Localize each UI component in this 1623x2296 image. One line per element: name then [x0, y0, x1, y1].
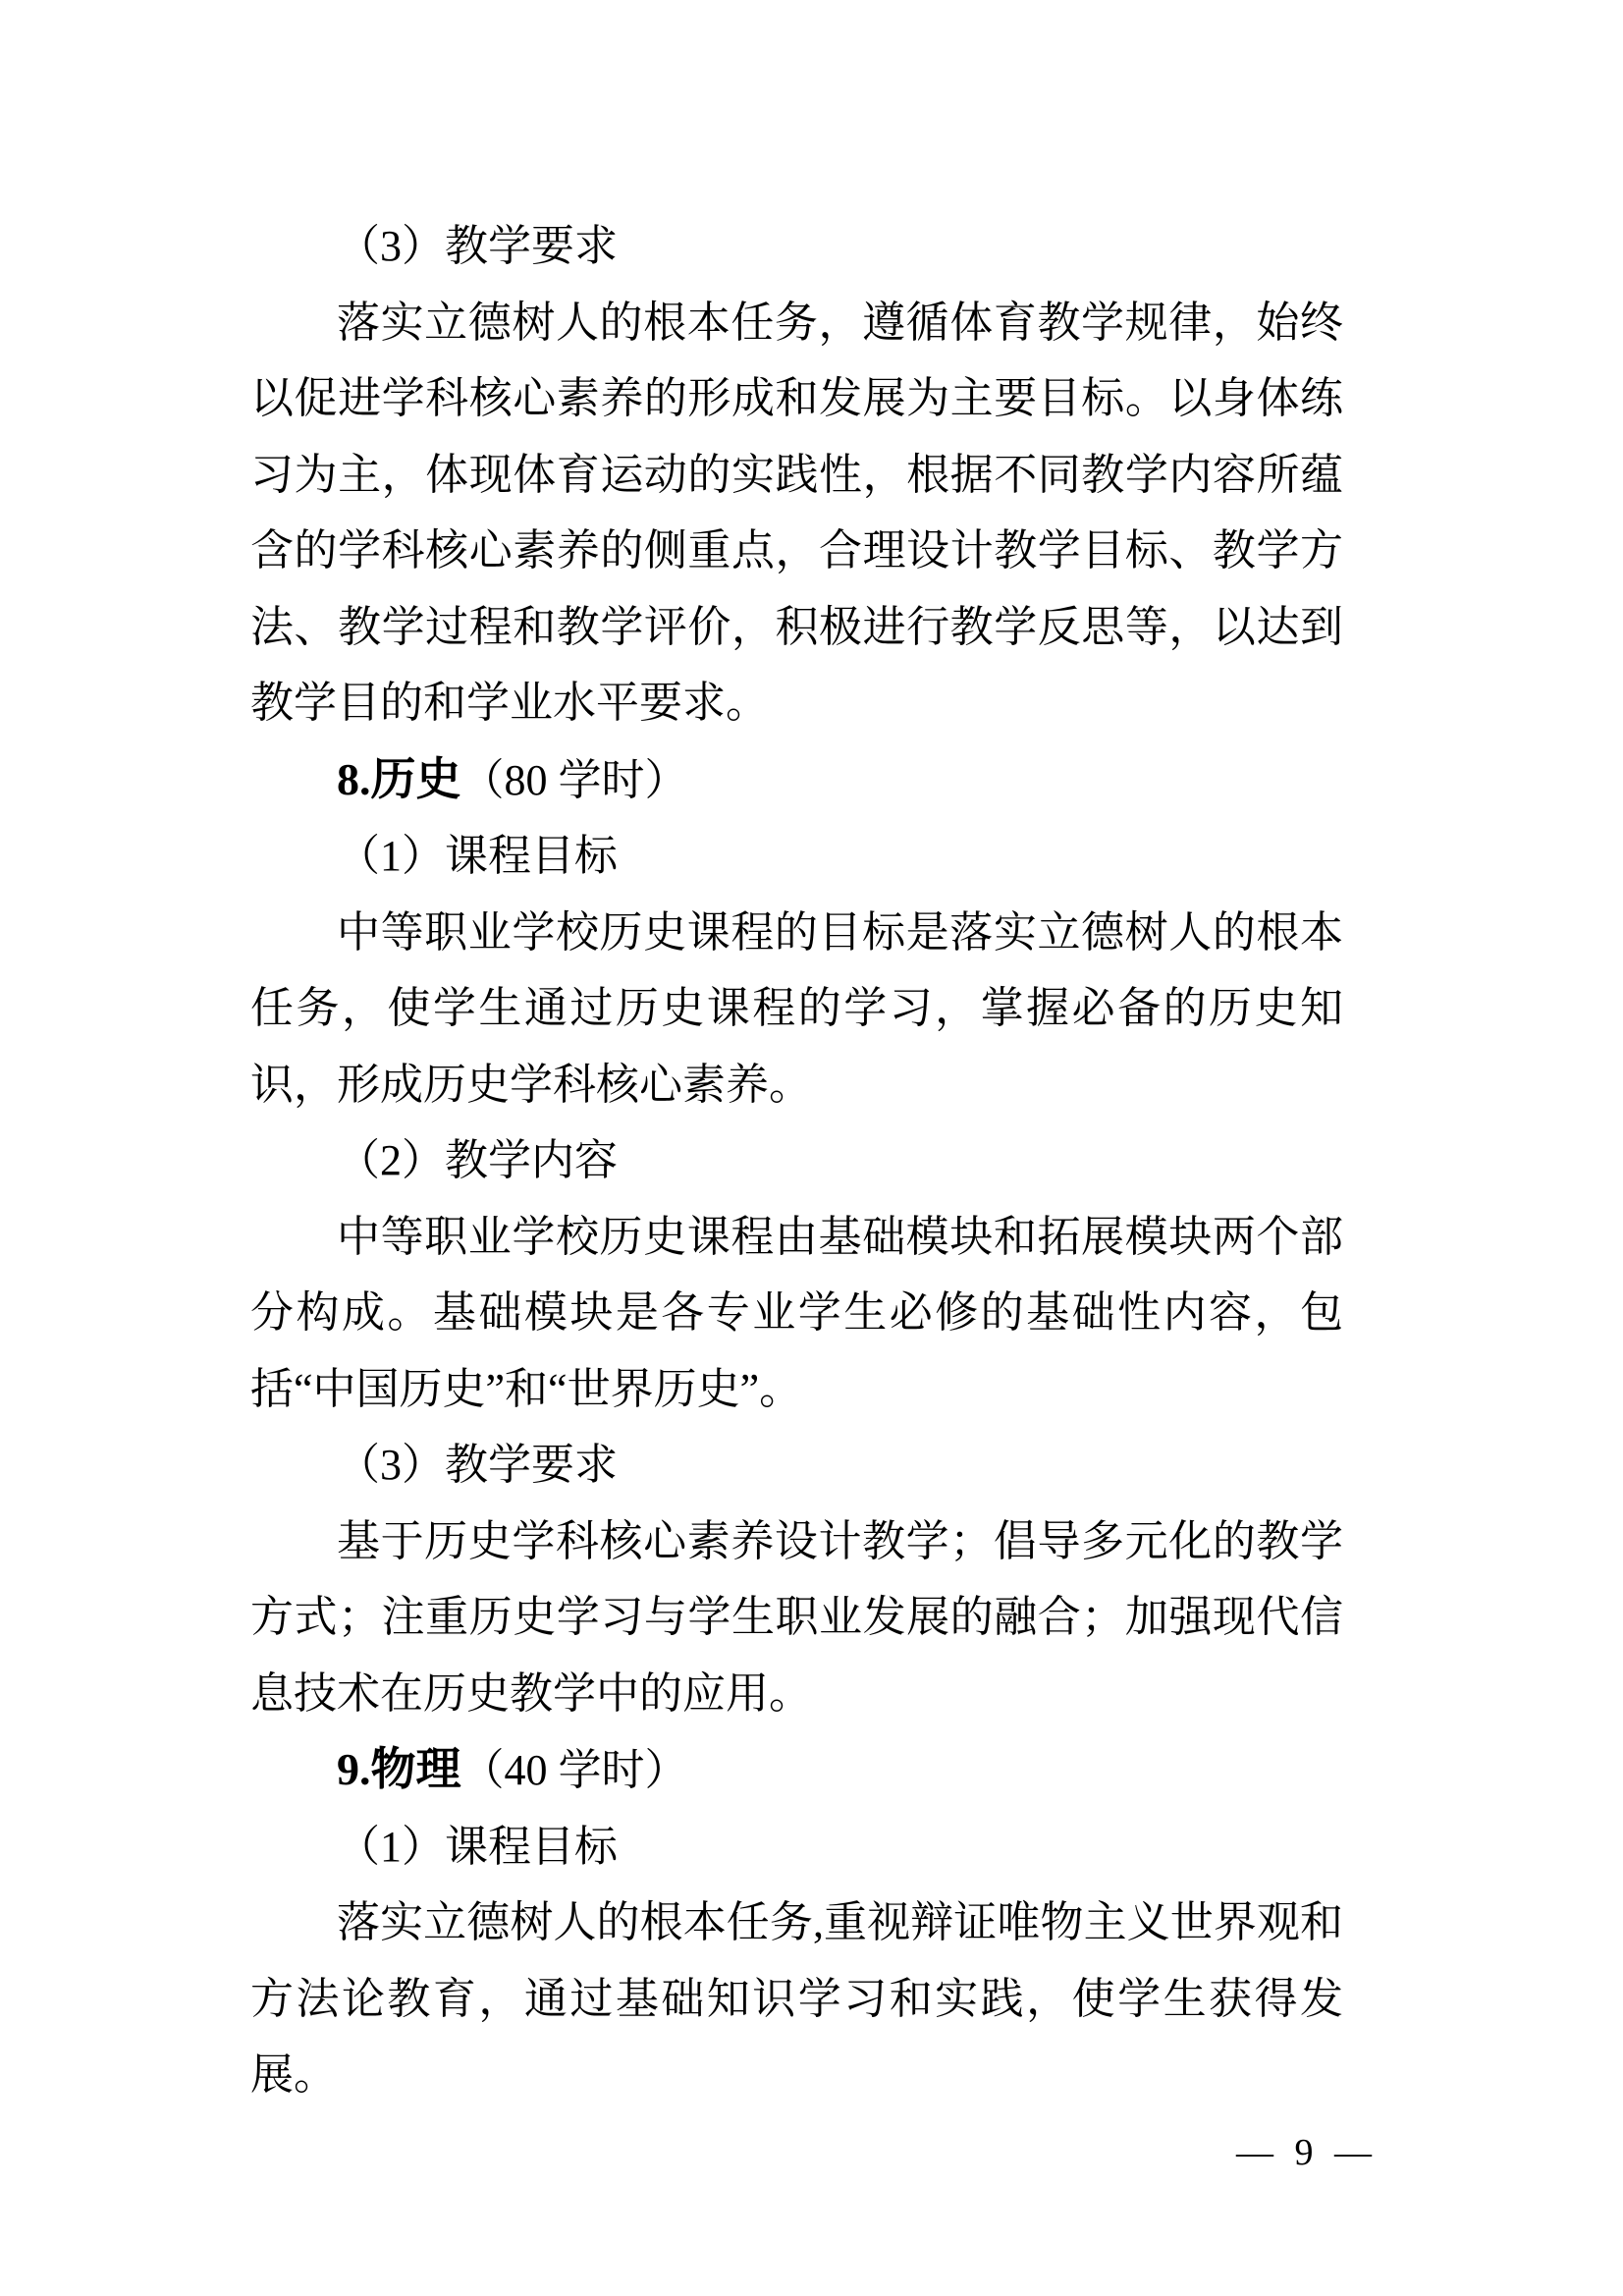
- document-body: [250, 208, 1343, 2113]
- body-paragraph: 中等职业学校历史课程由基础模块和拓展模块两个部分构成。基础模块是各专业学生必修的基础性内容，包括“中国历史”和“世界历史”。: [250, 1212, 1343, 1413]
- body-paragraph: 基于历史学科核心素养设计教学；倡导多元化的教学方式；注重历史学习与学生职业发展的融合；加强现代信息技术在历史教学中的应用。: [250, 1516, 1343, 1718]
- body-paragraph: 中等职业学校历史课程的目标是落实立德树人的根本任务，使学生通过历史课程的学习，掌握必备的历史知识，形成历史学科核心素养。: [250, 907, 1343, 1109]
- clause-heading: （1）课程目标: [337, 832, 618, 880]
- clause-heading: （2）教学内容: [337, 1136, 618, 1184]
- body-paragraph: 落实立德树人的根本任务,重视辩证唯物主义世界观和方法论教育，通过基础知识学习和实践，使学生获得发展。: [250, 1898, 1343, 2099]
- subject-heading-title: 8.历史: [337, 753, 461, 804]
- clause-heading: （3）教学要求: [337, 222, 618, 270]
- body-paragraph: 落实立德树人的根本任务，遵循体育教学规律，始终以促进学科核心素养的形成和发展为主要目标。以身体练习为主，体现体育运动的实践性，根据不同教学内容所蕴含的学科核心素养的侧重点，合理设计教学目标、教学方法、教学过程和教学评价，积极进行教学反思等，以达到教学目的和学业水平要求。: [250, 298, 1343, 727]
- subject-heading-title: 9.物理: [337, 1744, 461, 1794]
- clause-heading: （1）课程目标: [337, 1822, 618, 1871]
- page-number: — 9 —: [1236, 2132, 1378, 2173]
- subject-heading: [250, 741, 1343, 819]
- subject-heading-hours: （40 学时）: [460, 1746, 688, 1794]
- subject-heading: [250, 1731, 1343, 1809]
- clause-heading: （3）教学要求: [337, 1441, 618, 1489]
- subject-heading-hours: （80 学时）: [460, 755, 688, 804]
